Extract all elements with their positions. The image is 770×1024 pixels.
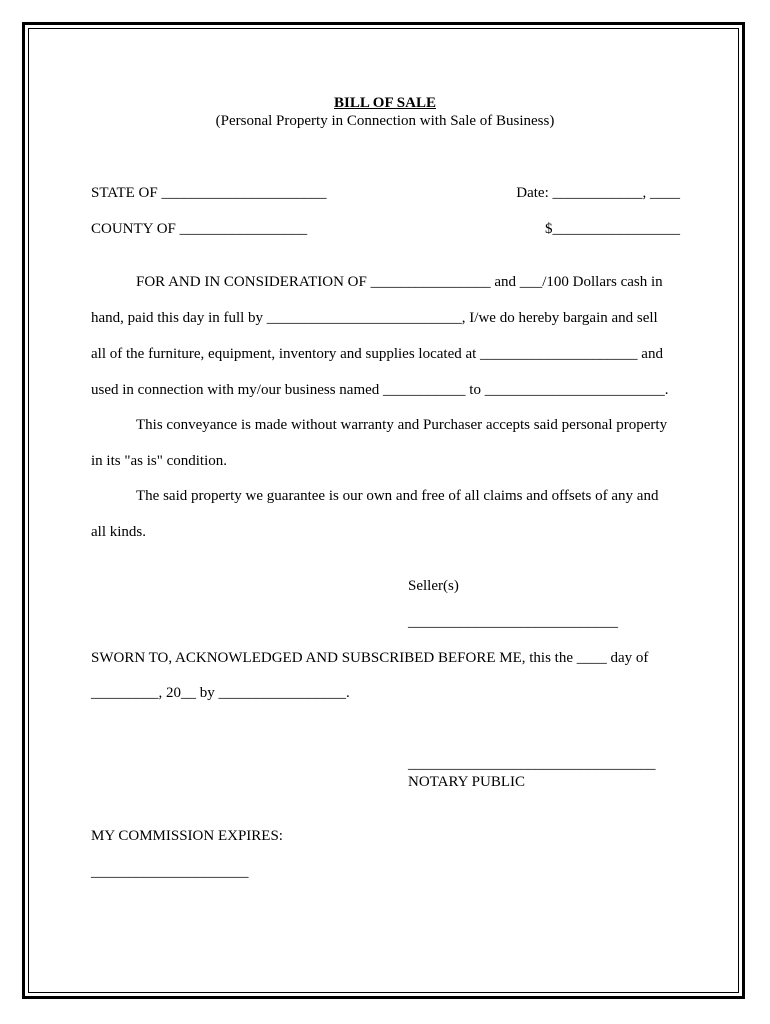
seller-label: Seller(s): [408, 578, 459, 594]
consideration-line-4: used in connection with my/our business named ___________ to ________________________.: [91, 382, 669, 398]
sworn-line-1: SWORN TO, ACKNOWLEDGED AND SUBSCRIBED BEFORE ME, this the ____ day of: [91, 650, 649, 666]
notary-public-label: NOTARY PUBLIC: [408, 774, 526, 790]
guarantee-line-1: The said property we guarantee is our own and free of all claims and offsets of any and: [136, 488, 659, 504]
seller-signature-line: ____________________________: [408, 614, 618, 630]
date-field: Date: ____________, ____: [516, 185, 680, 201]
commission-expires-label: MY COMMISSION EXPIRES:: [91, 828, 283, 844]
state-of-field: STATE OF ______________________: [91, 185, 327, 201]
sworn-line-2: _________, 20__ by _________________.: [91, 685, 350, 701]
document-subtitle: (Personal Property in Connection with Sale of Business): [215, 113, 555, 129]
warranty-line-1: This conveyance is made without warranty and Purchaser accepts said personal property: [136, 417, 668, 433]
inner-border: [28, 28, 739, 993]
consideration-line-2: hand, paid this day in full by __________________________, I/we do hereby bargain and sell: [91, 310, 658, 326]
document-title: BILL OF SALE: [334, 95, 436, 111]
notary-signature-line: _________________________________: [408, 756, 656, 772]
consideration-line-3: all of the furniture, equipment, inventory and supplies located at _____________________ and: [91, 346, 663, 362]
amount-field: $_________________: [545, 221, 680, 237]
county-of-field: COUNTY OF _________________: [91, 221, 308, 237]
commission-expires-line: _____________________: [91, 864, 249, 880]
warranty-line-2: in its "as is" condition.: [91, 453, 227, 469]
consideration-line-1: FOR AND IN CONSIDERATION OF ________________ and ___/100 Dollars cash in: [136, 274, 663, 290]
guarantee-line-2: all kinds.: [91, 524, 146, 540]
